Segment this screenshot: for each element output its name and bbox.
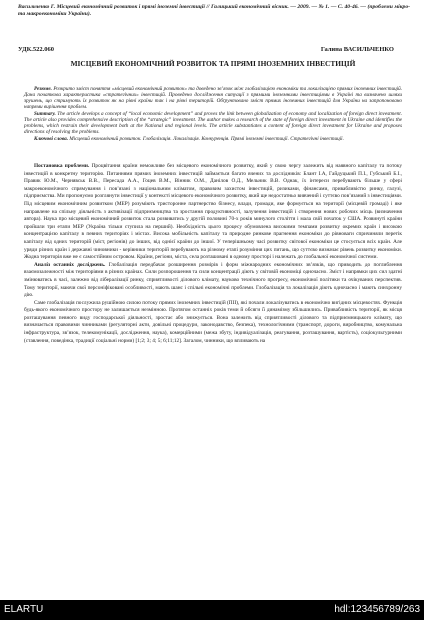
keywords-text: Місцевий економічний розвиток. Глобалізація. Локалізація. Конкуренція. Прямі іноземні інвестиції. Стратегічні інвестиції. <box>69 135 344 142</box>
body-paragraph <box>24 262 402 300</box>
resume-label: Резюме. <box>34 86 52 92</box>
paragraph-text: Процвітання країни неможливе без місцевого економічного розвитку, який у свою чергу залежить від наявного капіталу та потоку інвестицій в конкретну територію. Питаннями прямих іноземних інвестицій займається багато вчених та дослідників: Блант І.А, Гайдуцький П.І., Губський Б.І., Правик Ю.М., Чернявськ В.В., Пересада А.А., Гоцев В.М., Вінник О.М., Данілов О.Д., Мельник В.В. Однак, їх інтереси перебувають більше у сфері макроекономічного спрямування і пов’язані з національним кліматом, правовим захистом інвестицій, ризиками, фінансами, привабливістю ринку, галузі, підприємства. Ми пропонуємо розглянути інвестиції у контексті місцевого економічного розвитку, який ще недостатньо вивчений і суттєво пов’язаний з інвестиціями. Під місцевим економічним розвитком (МЕР) розуміють тристоронне партнерство бізнесу, влади, громади, яке формується на території (місцевій громаді) і яке направлене на спільну діяльність з активізації підприємництва та зростання продуктивності, залучення інвестицій і створення нових робочих місць (визначення автора). Наука про місцевий економічний розвиток стала розвиватись у другій половині 70-х років минулого століття і мала свій початок у США. Розвинуті країни пройшли три етапи МЕР (Україна тільки ступила на перший). Необхідність цього процесу обумовлена високими темпами розвитку окремих країн і високою концентрацією капіталу в певних територіях і містах. Висока мобільність капіталу та природне ринкове прагнення економіки до рівноваги спричиняли перетік капіталу від одних територій (міст, регіонів) до інших, від однієї країни до іншої. У теперішньому часі розвитку світової економіки це стосується всіх країн. Але уряди різних країн і державні чиновники - керівники територій перебувають на різному етапі розуміння цих питань, що суттєво визначає рівень розвитку економіки. Жодна територія вже не є самостійним островом. Країни, регіони, міста, села розташовані в одному просторі і належать до глобальної економічної системи. <box>24 163 403 261</box>
viewer-footer-bar <box>0 600 424 620</box>
paragraph-text: Саме глобалізація послужила рушійною силою потоку прямих іноземних інвестицій (ПІІ), які почали локалізуватись в економічно вигідних місцевостях. Функція будь-якого економічного простору не залишається незмінною. Протягом останніх років теми й обсяги її динамізму збільшились. Привабливість території, як місця розташування певного виду господарської діяльності, зростає або знижується. Вона залежить від сприятливості ділового та підприємницького клімату, що визначається правовими чинниками (регуляторні акти, довільні процедури, законодавство, безпека), технологічними (транспорт, дороги, виробництво, комунальна інфраструктура, зв’язок, телекомунікації, дослідження, наука), комерційними (межа збуту, індивідуалізація, реагування, розташування, вартість), соціокультурними (ставлення, поведінка, традиції соціальні норми) [1;2; 3; 4; 5; 6;11;12]. Загалом, чинники, що впливають на <box>24 299 402 344</box>
repository-label[interactable]: ELARTU <box>4 604 44 615</box>
body-text <box>24 163 402 345</box>
summary-label: Summary. <box>34 110 56 117</box>
section-label: Аналіз останніх досліджень. <box>34 261 106 268</box>
citation-header: Васильченко Г. Місцевий економічний розвиток і прямі іноземні інвестиції // Галицький економічний вісник. — 2009. — № 1. — С. 40-46. — (проблеми мікро- та макроекономіки України). <box>18 4 410 17</box>
abstract-block <box>24 86 402 142</box>
body-paragraph <box>24 163 402 262</box>
keywords-label: Ключові слова. <box>34 135 69 142</box>
paragraph-text: Глобалізація передбачає розширення розмірів і форм міжнародних економічних зв’язків, що приводить до поглиблення взаємозалежності між територіями в різних країнах. Сили розпорошення та сили концентрації діють у світовій економіці одночасно. Зміст і напрямки цих сил здатні змінюватись в часі, залежно від лібералізації ринку, сприятливості ділового клімату, науково технічного прогресу, економічної політики та очікуваних перспектив. Тому території, маючи свої персоніфіковані особливості, мають шанс і спільні економічні проблеми. Глобалізація та локалізація діють одночасно і мають синхронну дію. <box>24 261 402 299</box>
body-paragraph <box>24 300 402 346</box>
keywords-paragraph <box>24 136 402 142</box>
udc-code: УДК.522.060 <box>18 46 55 53</box>
author-name: Галина ВАСИЛЬЧЕНКО <box>320 46 394 53</box>
handle-identifier[interactable]: hdl:123456789/263 <box>334 604 420 615</box>
summary-text: The article develops a concept of “local economic development” and proves the link between globalization of economy and localization of foreign direct investment. The article also provides comprehensive description of the “strategic” investment. The author makes a research of the state of foreign direct investment in Ukraine and identifies the problems, which restrain their development both at the National and regional levels. The article substantiates a content of foreign direct investment for Ukraine and proposes directions of resolving the problems. <box>24 110 403 136</box>
summary-paragraph <box>24 111 402 135</box>
section-label: Постановка проблеми. <box>34 163 90 169</box>
article-title: МІСЦЕВИЙ ЕКОНОМІЧНИЙ РОЗВИТОК ТА ПРЯМІ ІНОЗЕМНИХ ІНВЕСТИЦІЙ <box>70 59 356 68</box>
resume-paragraph <box>24 86 402 110</box>
resume-text: Розкрито зміст поняття «місцевий економічний розвиток» та доведено зв’язок між глобалізацією економіки та локалізацією прямих іноземних інвестицій. Дана початкова характеристика «стратегічних» інвестицій. Проведено дослідження ситуації з прямими іноземними інвестиціями в Україні та визначено шляхи зрушень, що стримують їх розвиток як на рівні країни так і на рівні територій. Обґрунтовано зміст прямих іноземних інвестицій для України на запропоновано напрями вирішення проблем. <box>24 86 402 111</box>
